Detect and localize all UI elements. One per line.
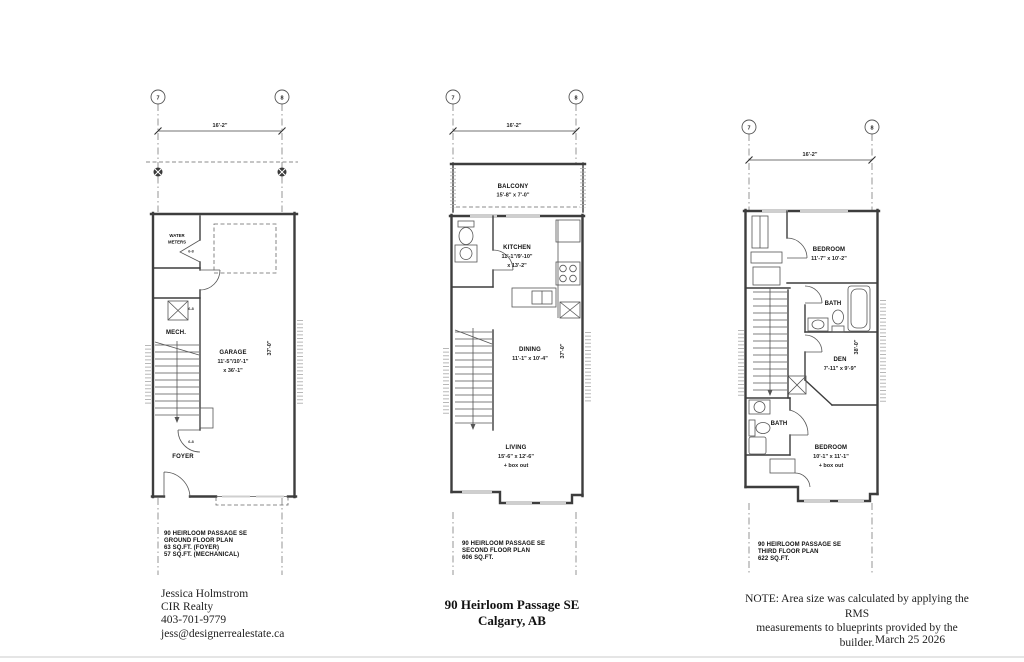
column-symbol [154, 168, 163, 177]
width-dimension-label: 16'-2" [802, 152, 818, 158]
room-dim-living: 15'-6" x 12'-6" [498, 454, 534, 460]
powder-room [452, 216, 513, 287]
width-dimension-label: 16'-2" [506, 123, 522, 129]
room-label-balcony: BALCONY [497, 184, 529, 190]
column-symbol [278, 168, 287, 177]
plan-footer-line: 606 SQ.FT. [462, 555, 494, 561]
closet [770, 459, 810, 487]
plan-footer-line: 57 SQ.FT. (MECHANICAL) [164, 552, 240, 558]
grid-bubble-8-label: 8 [870, 125, 874, 132]
room-dim-bedroom-lower: 10'-1" x 11'-1" [813, 454, 849, 460]
note-line1: NOTE: Area size was calculated by applying the RMS [745, 593, 969, 620]
toilet-fixture [458, 221, 474, 245]
grid-bubble-7-label: 7 [156, 95, 160, 102]
plan-title-block [462, 541, 545, 561]
bath-upper [787, 283, 877, 332]
fridge-fixture [556, 220, 580, 242]
plan-footer-line: 63 SQ.FT. (FOYER) [164, 545, 220, 551]
grid-bubble-7-label: 7 [747, 125, 751, 132]
note-line2: measurements to blueprints provided by the builder. [756, 622, 958, 649]
agent-phone: 403-701-9779 [161, 614, 227, 627]
grid-bubble-8-label: 8 [280, 95, 284, 102]
plan-footer-line: 90 HEIRLOOM PASSAGE SE [164, 531, 248, 537]
door-arc [805, 335, 822, 352]
stairs [155, 341, 199, 423]
room-label-water-meters: METERS [168, 239, 186, 245]
stairs [753, 288, 788, 398]
mech-room [166, 270, 220, 336]
room-label-den: DEN [833, 357, 847, 363]
address-line1: 90 Heirloom Passage SE [444, 597, 580, 612]
plan-footer-line: SECOND FLOOR PLAN [462, 548, 531, 554]
room-label-mech: MECH. [165, 330, 187, 336]
stairs [455, 328, 493, 430]
toilet-fixture [832, 310, 844, 332]
room-dim-den: 7'-11" x 9'-9" [823, 366, 857, 372]
balcony [451, 163, 585, 212]
garage-overhead-dashed [214, 224, 276, 273]
room-label-foyer: FOYER [172, 454, 194, 460]
door-size-tag: 6-8 [188, 440, 194, 444]
plan-footer-line: 622 SQ.FT. [758, 556, 790, 562]
water-meters-room [168, 233, 200, 262]
ground-floor-plan [146, 90, 300, 575]
width-dimension [746, 152, 876, 164]
room-label-garage: GARAGE [219, 350, 247, 356]
width-dimension-label: 16'-2" [212, 123, 228, 129]
door-arc [790, 410, 808, 435]
agent-email: jess@designerrealestate.ca [161, 627, 285, 640]
room-dim-garage: x 36'-1" [223, 368, 243, 374]
width-dimension [450, 123, 580, 135]
stove-fixture [556, 262, 580, 285]
toilet-fixture [749, 420, 770, 436]
room-label-water-meters: WATER [169, 233, 185, 238]
plan-footer-line: GROUND FLOOR PLAN [164, 538, 234, 544]
room-dim-kitchen: x 13'-2" [507, 263, 527, 269]
dresser [751, 252, 782, 263]
garage-door-dashes [216, 497, 288, 505]
closet [751, 211, 807, 285]
property-address [412, 597, 612, 628]
room-dim-living: + box out [503, 463, 529, 469]
room-label-bedroom-lower: BEDROOM [814, 445, 848, 451]
room-label-kitchen: KITCHEN [503, 245, 531, 251]
plan-title-block [164, 531, 247, 558]
height-dimension-label: 37'-0" [560, 343, 566, 359]
third-floor-plan [741, 120, 883, 575]
date-label: March 25 2026 [874, 634, 946, 646]
plan-footer-line: 90 HEIRLOOM PASSAGE SE [758, 542, 842, 548]
plan-footer-line: THIRD FLOOR PLAN [758, 549, 819, 555]
room-label-living: LIVING [505, 445, 527, 451]
room-dim-kitchen: 11'-1"/9'-10" [501, 254, 533, 260]
second-floor-plan [446, 90, 588, 575]
door-arc [787, 238, 807, 258]
page-edge-line [0, 656, 1024, 658]
room-dim-garage: 11'-5"/10'-1" [217, 359, 249, 365]
grid-bubble-8-label: 8 [574, 95, 578, 102]
room-dim-bedroom-upper: 11'-7" x 10'-2" [811, 256, 847, 262]
dishwasher-fixture [560, 302, 580, 318]
door-size-tag: 6-8 [188, 249, 194, 254]
address-line2: Calgary, AB [478, 612, 546, 628]
bathtub-fixture [848, 286, 870, 331]
room-dim-balcony: 15'-8" x 7'-0" [496, 192, 530, 199]
height-dimension-label: 37'-0" [267, 340, 273, 356]
room-label-dining: DINING [519, 347, 541, 353]
agent-company: CIR Realty [161, 601, 214, 614]
bath-lower [746, 398, 809, 455]
room-label-bath-upper: BATH [824, 301, 842, 307]
height-dimension-label: 38'-0" [854, 339, 860, 355]
entry-door-arc [164, 472, 190, 498]
closet-niche [200, 408, 213, 428]
dresser [753, 267, 780, 285]
room-dim-dining: 11'-1" x 10'-4" [512, 356, 548, 362]
door-size-tag: 6-8 [188, 307, 194, 311]
den [805, 335, 877, 405]
plan-title-block [758, 542, 841, 562]
room-label-bedroom-upper: BEDROOM [812, 247, 846, 253]
room-label-bath-lower: BATH [770, 421, 788, 427]
agent-name: Jessica Holmstrom [161, 588, 249, 600]
door-arc [795, 473, 810, 487]
sink-fixture [808, 318, 828, 331]
grid-bubble-7-label: 7 [451, 95, 455, 102]
room-dim-bedroom-lower: + box out [818, 463, 844, 469]
agent-info [161, 588, 284, 641]
door-arc [805, 286, 822, 303]
shaft [788, 376, 806, 394]
width-dimension [155, 123, 286, 135]
sink-fixture [455, 245, 477, 262]
island-counter [512, 288, 556, 307]
sink-fixture [749, 400, 770, 414]
bathtub-fixture [749, 437, 766, 454]
plan-footer-line: 90 HEIRLOOM PASSAGE SE [462, 541, 546, 547]
